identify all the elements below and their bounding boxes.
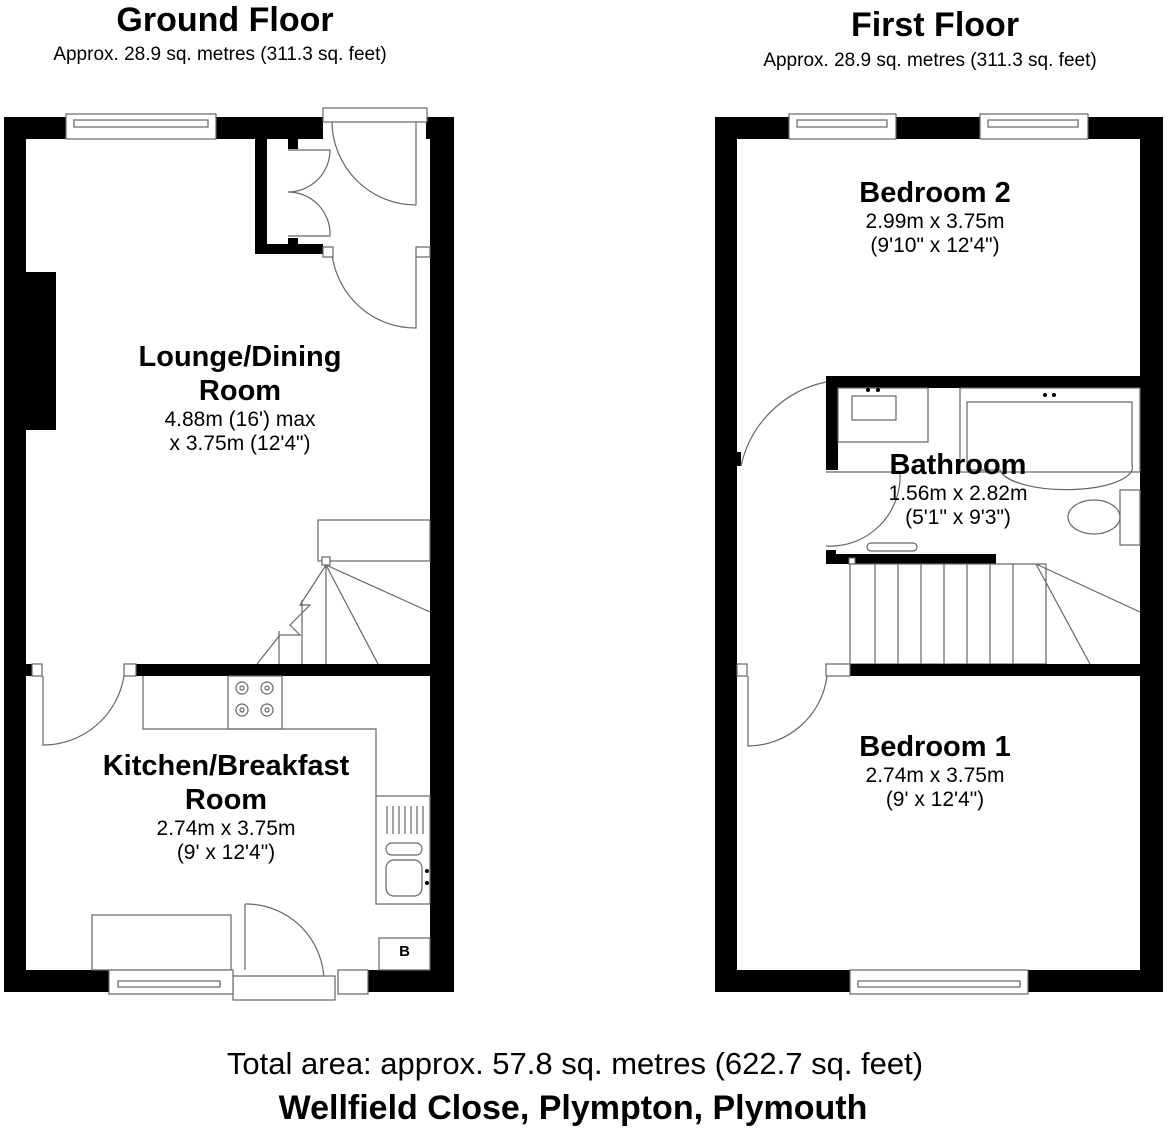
room-bedroom-2 xyxy=(775,176,1095,258)
room-dimensions: 2.74m x 3.75m xyxy=(156,817,296,840)
total-area: Total area: approx. 57.8 sq. metres (622.7 sq. feet) xyxy=(226,1046,924,1081)
room-dimensions: 1.56m x 2.82m xyxy=(888,482,1028,505)
room-dimensions: (9' x 12'4") xyxy=(885,788,985,811)
room-name: Bathroom xyxy=(889,449,1027,481)
boiler-label: B xyxy=(399,943,410,960)
room-dimensions: 2.74m x 3.75m xyxy=(865,764,1005,787)
room-name: Room xyxy=(184,784,268,816)
room-name: Bedroom 2 xyxy=(859,177,1011,209)
room-bedroom-1 xyxy=(775,730,1095,812)
property-address: Wellfield Close, Plympton, Plymouth xyxy=(278,1089,868,1127)
room-name: Room xyxy=(198,375,282,407)
ground-floor-plan xyxy=(4,108,454,1000)
ground-floor-area: Approx. 28.9 sq. metres (311.3 sq. feet) xyxy=(53,44,387,65)
room-dimensions: (9' x 12'4") xyxy=(176,841,276,864)
room-dimensions: x 3.75m (12'4") xyxy=(169,432,311,455)
ground-floor-title: Ground Floor xyxy=(116,1,334,39)
first-floor-title: First Floor xyxy=(850,6,1020,44)
room-name: Bedroom 1 xyxy=(859,731,1011,763)
room-kitchen-breakfast xyxy=(66,749,386,865)
first-floor-area: Approx. 28.9 sq. metres (311.3 sq. feet) xyxy=(763,50,1097,71)
room-name: Lounge/Dining xyxy=(138,341,342,373)
room-dimensions: 2.99m x 3.75m xyxy=(865,210,1005,233)
room-bathroom xyxy=(826,448,1090,530)
room-dimensions: (5'1" x 9'3") xyxy=(905,506,1011,529)
room-lounge-dining xyxy=(80,340,400,456)
room-name: Kitchen/Breakfast xyxy=(102,750,350,782)
room-dimensions: 4.88m (16') max xyxy=(164,408,316,431)
room-dimensions: (9'10" x 12'4") xyxy=(870,234,1000,257)
